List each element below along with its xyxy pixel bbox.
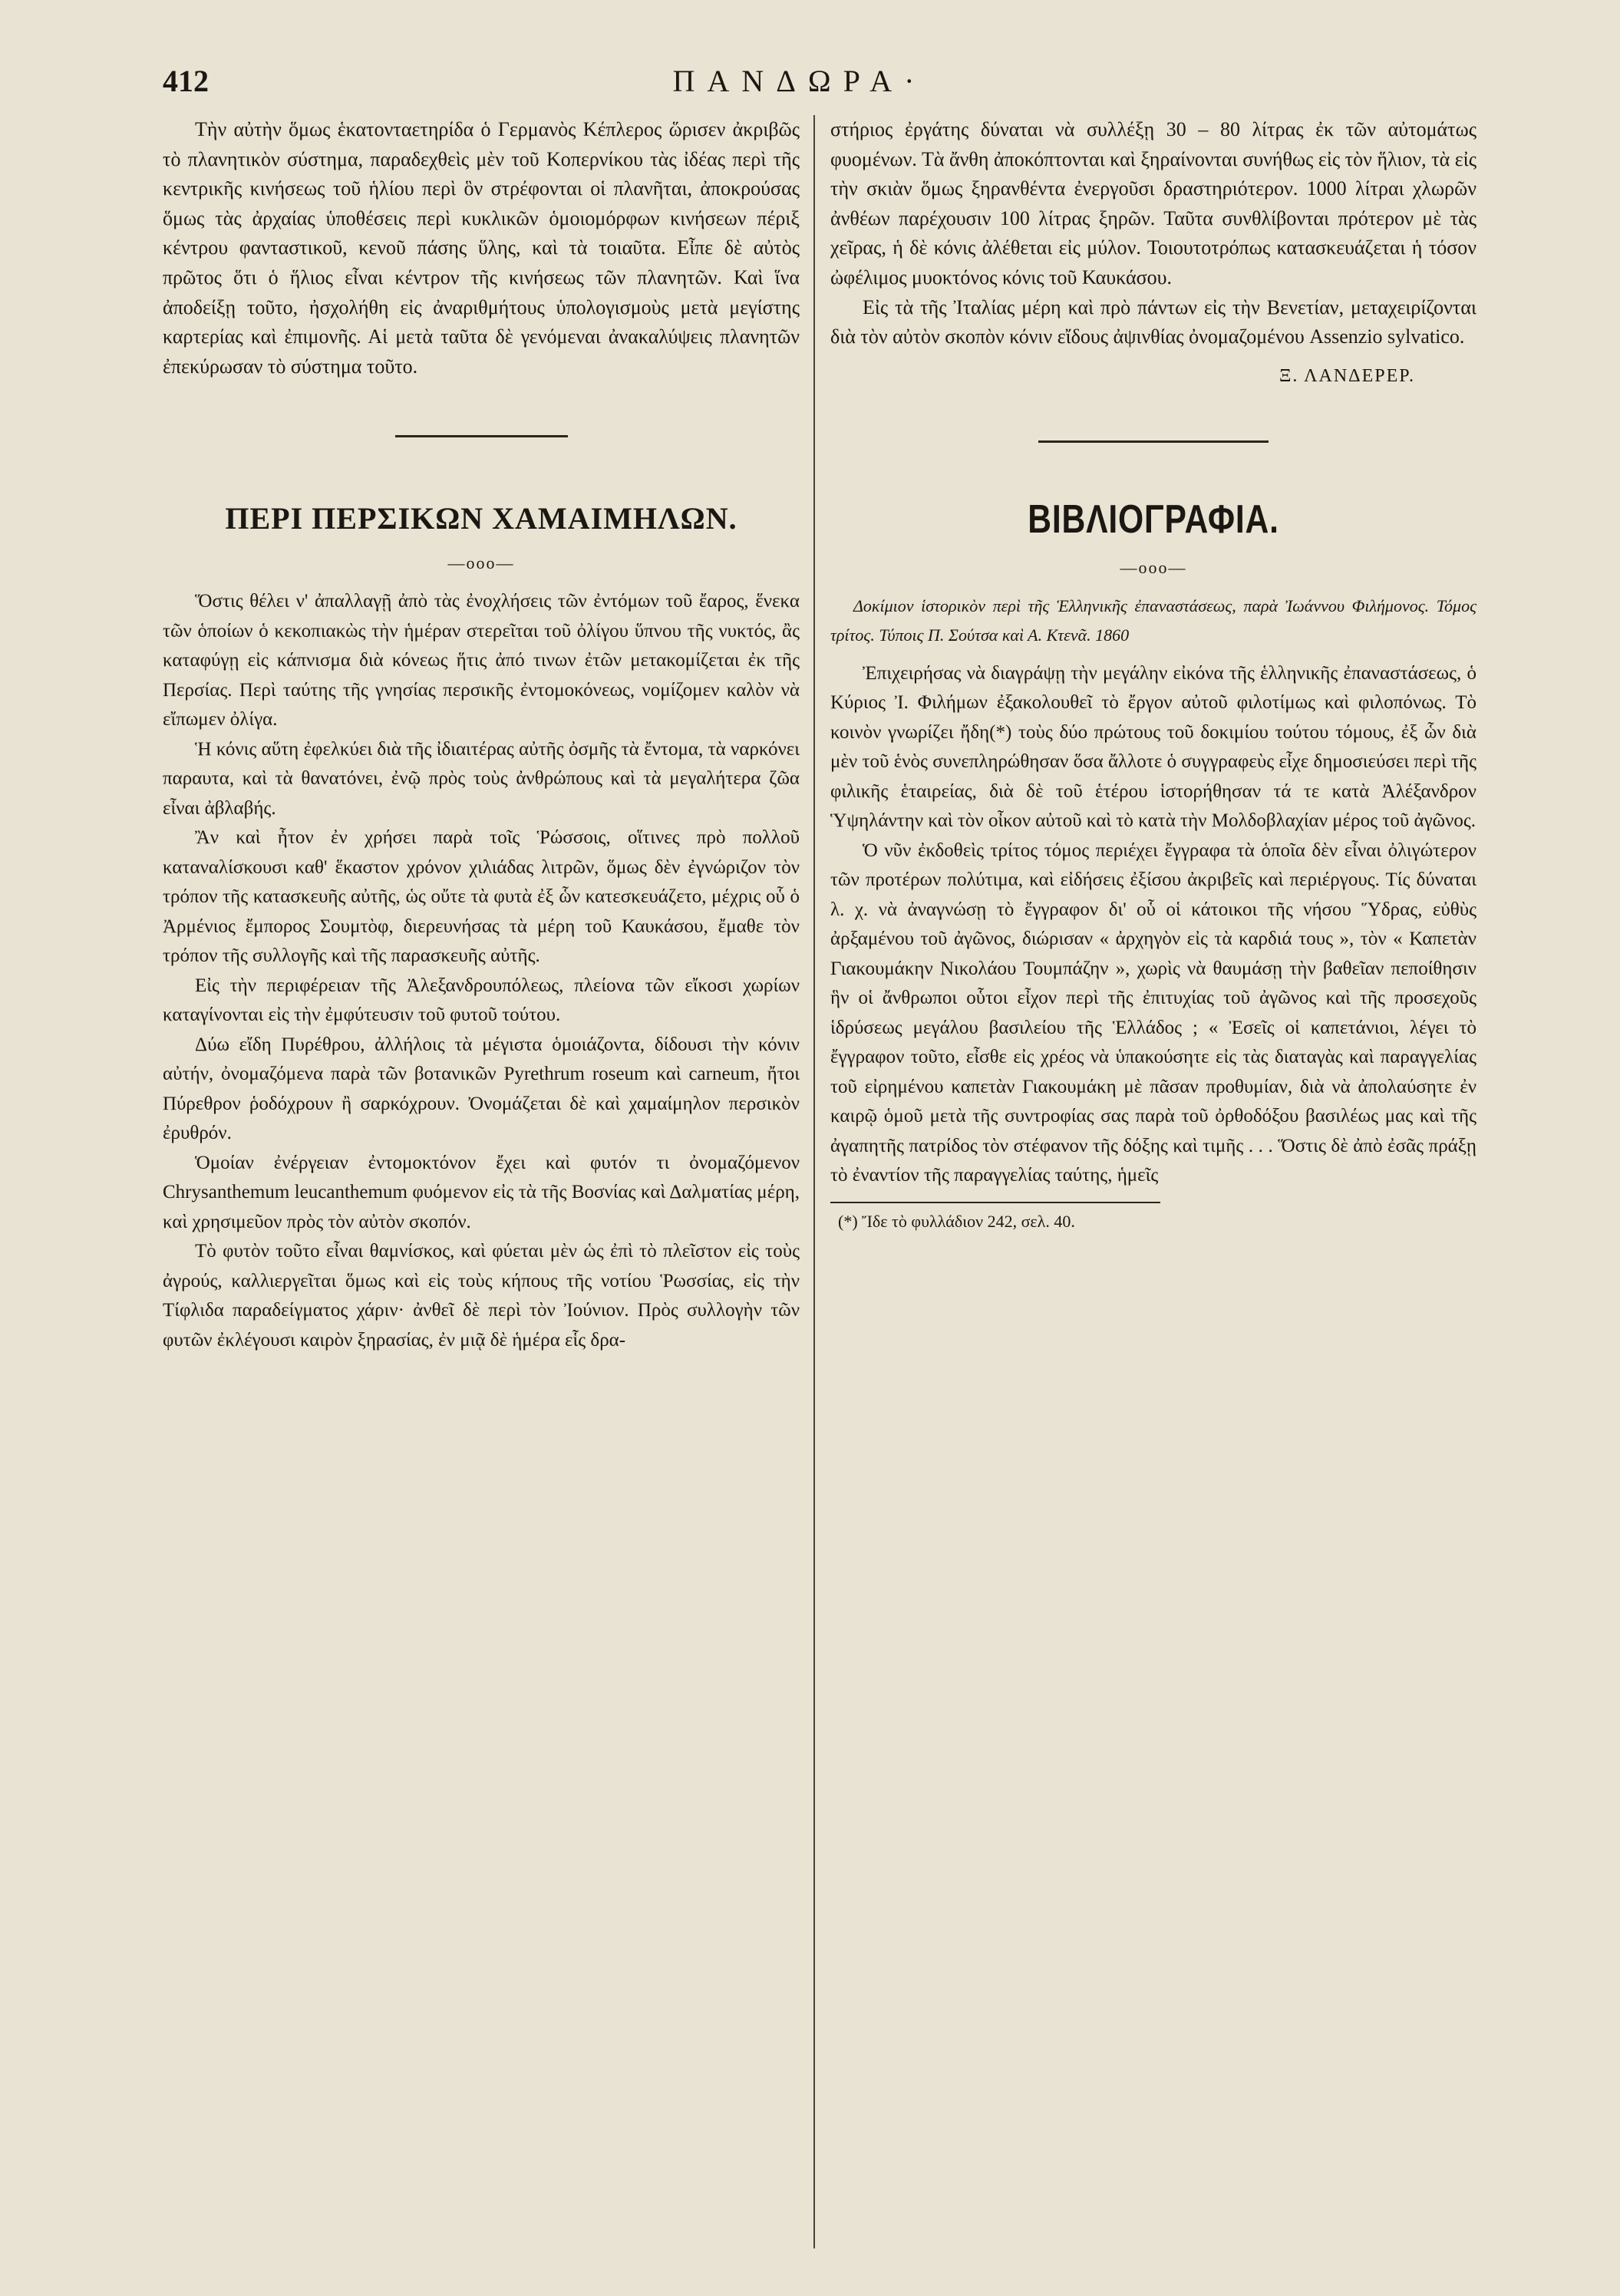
bibliographic-entry: Δοκίμιον ἱστορικὸν περὶ τῆς Ἑλληνικῆς ἐπαναστάσεως, παρὰ Ἰωάννου Φιλήμονος. Τόμος τρίτος. Τύποις Π. Σούτσα καὶ Α. Κτενᾶ. 1860 — [830, 595, 1476, 645]
page-header — [163, 63, 1437, 109]
review-paragraph: Ἐπιχειρήσας νὰ διαγράψῃ τὴν μεγάλην εἰκόνα τῆς ἑλληνικῆς ἐπαναστάσεως, ὁ Κύριος Ἰ. Φιλήμων ἐξακολουθεῖ τὸ ἔργον αὐτοῦ φιλοτίμως καὶ φιλοπόνως. Τὸ κοινὸν γνωρίζει ἤδη(*) τοὺς δύο πρώτους τοῦ δοκιμίου τούτου τόμους, ἐξ ὧν διὰ μὲν τοῦ ἑνὸς συνεπληρώθησαν ὅσα ἄλλοτε ὁ συγγραφεὺς εἶχε δημοσιεύσει περὶ τῆς φιλικῆς ἑταιρείας, διὰ δὲ τοῦ ἑτέρου ἱστορήθησαν τά τε κατὰ Ἀλέξανδρον Ὑψηλάντην καὶ τὸν οἶκον αὐτοῦ καὶ τὸ κατὰ τὴν Μολδοβλαχίαν μέρος τοῦ ἀγῶνος. — [830, 662, 1476, 832]
article-paragraph: Εἰς τὴν περιφέρειαν τῆς Ἀλεξανδρουπόλεως, πλείονα τῶν εἴκοσι χωρίων καταγίνονται εἰς τὴν ἐμφύτευσιν τοῦ φυτοῦ τούτου. — [163, 975, 800, 1026]
column-divider — [813, 115, 815, 2248]
bibliography-ornament: —ooo— — [1120, 557, 1187, 577]
article-paragraph: Ἂν καὶ ἦτον ἐν χρήσει παρὰ τοῖς Ῥώσσοις, οἵτινες πρὸ πολλοῦ καταναλίσκουσι καθ' ἕκαστον χρόνον χιλιάδας λιτρῶν, ὅμως δὲν ἐγνώριζον τὸν τρόπον τῆς κατασκευῆς αὐτῆς, ὡς οὔτε τὰ φυτὰ ἐξ ὧν κατεσκευάζετο, μέχρις οὗ ὁ Ἀρμένιος ἔμπορος Σουμτὸφ, διερευνήσας τὰ μέρη τοῦ Καυκάσου, ἔμαθε τὸν τρόπον τῆς συλλογῆς καὶ τῆς παρασκευῆς αὐτῆς. — [163, 827, 800, 967]
review-paragraph: Ὁ νῦν ἐκδοθεὶς τρίτος τόμος περιέχει ἔγγραφα τὰ ὁποῖα δὲν εἶναι ὀλιγώτερον τῶν προτέρων πολύτιμα, καὶ εἰδήσεις ἐξίσου ἀκριβεῖς καὶ περιέργους. Τίς δύναται λ. χ. νὰ ἀναγνώσῃ τὸ ἔγγραφον δι' οὗ οἱ κάτοικοι τῆς νήσου Ὕδρας, εὐθὺς ἀρξαμένου τοῦ ἀγῶνος, διώρισαν « ἀρχηγὸν εἰς τὰ καρδιά τους », τὸν « Καπετὰν Γιακουμάκην Νικολάου Τουμπάζην », χωρὶς νὰ θαυμάσῃ τὴν βαθεῖαν πεποίθησιν ἣν οἱ ἄνθρωποι οὗτοι εἶχον περὶ τῆς ἐπιτυχίας τοῦ ἀγῶνος καὶ τῆς προσεχοῦς ἱδρύσεως μεγάλου βασιλείου τῆς Ἑλλάδος ; « Ἐσεῖς οἱ καπετάνιοι, λέγει τὸ ἔγγραφον τοῦτο, εἶσθε εἰς χρέος νὰ ὑπακούσητε εἰς τὰς διαταγὰς καὶ παραγγελίας τοῦ εἰρημένου καπετὰν Γιακουμάκη μὲ πᾶσαν προθυμίαν, διὰ νὰ ἀπολαύσητε ἐν καιρῷ ὁμοῦ μετὰ τῆς συντροφίας σας παρὰ τοῦ ὀρθοδόξου βασιλέως μας καὶ τῆς ἀγαπητῆς πατρίδος τὸν στέφανον τῆς δόξης καὶ τιμῆς . . . Ὅστις δὲ ἀπὸ ἐσᾶς πράξῃ τὸ ἐναντίον τῆς παραγγελίας ταύτης, ἡμεῖς — [830, 840, 1476, 1186]
page-number: 412 — [163, 64, 209, 98]
bibliography-title: ΒΙΒΛΙΟΓΡΑΦΙΑ. — [1028, 496, 1279, 542]
italy-paragraph: Εἰς τὰ τῆς Ἰταλίας μέρη καὶ πρὸ πάντων εἰς τὴν Βενετίαν, μεταχειρίζονται διὰ τὸν αὐτὸν σκοπὸν κόνιν εἴδους ἀψινθίας ὀνομαζομένου Assenzio sylvatico. — [830, 295, 1476, 348]
article-paragraph: Δύω εἴδη Πυρέθρου, ἀλλήλοις τὰ μέγιστα ὁμοιάζοντα, δίδουσι τὴν κόνιν αὐτήν, ὀνομαζόμενα παρὰ τῶν βοτανικῶν Pyrethrum roseum καὶ carneum, ἤτοι Πύρεθρον ῥοδόχρουν ἢ σαρκόχρουν. Ὀνομάζεται δὲ καὶ χαμαίμηλον περσικὸν ἐρυθρόν. — [163, 1034, 800, 1144]
continuation-paragraph: στήριος ἐργάτης δύναται νὰ συλλέξῃ 30 – 80 λίτρας ἐκ τῶν αὐτομάτως φυομένων. Τὰ ἄνθη ἀποκόπτονται καὶ ξηραίνονται συνήθως εἰς τὸν ἥλιον, τὰ εἰς τὴν σκιὰν ὅμως ξηρανθέντα ἐνεργοῦσι δραστηριότερον. 1000 λίτραι χλωρῶν ἀνθέων παρέχουσιν 100 λίτρας ξηρῶν. Ταῦτα συνθλίβονται πρότερον μὲ τὰς χεῖρας, ἡ δὲ κόνις ἀλέθεται εἰς μύλον. Τοιουτοτρόπως κατασκευάζεται ἡ τόσον ὠφέλιμος μυοκτόνος κόνις τοῦ Καυκάσου. — [830, 118, 1476, 289]
author-signature: Ξ. ΛΑΝΔΕΡΕΡ. — [1279, 365, 1415, 386]
article-paragraph: Ἡ κόνις αὕτη ἐφελκύει διὰ τῆς ἰδιαιτέρας αὐτῆς ὀσμῆς τὰ ἔντομα, τὰ ναρκόνει παραυτα, καὶ τὰ θανατόνει, ἐνῷ πρὸς τοὺς ἀνθρώπους καὶ τὰ μεγαλήτερα ζῶα εἶναι ἀβλαβής. — [163, 738, 800, 819]
kepler-paragraph: Τὴν αὐτὴν ὅμως ἑκατονταετηρίδα ὁ Γερμανὸς Κέπλερος ὥρισεν ἀκριβῶς τὸ πλανητικὸν σύστημα, παραδεχθεὶς μὲν τοῦ Κοπερνίκου τὰς ἰδέας περὶ τῆς κεντρικῆς κινήσεως τοῦ ἡλίου περὶ ὃν στρέφονται οἱ πλανῆται, ἀποκρούσας ὅμως τὰς ἀρχαίας ὑποθέσεις περὶ κυκλικῶν ὁμοιομόρφων κινήσεων πέριξ κέντρου φανταστικοῦ, κενοῦ πάσης ὕλης, καὶ τὰ τοιαῦτα. Εἶπε δὲ αὐτὸς πρῶτος ὅτι ὁ ἥλιος εἶναι κέντρον τῆς κινήσεως τῶν πλανητῶν. Καὶ ἵνα ἀποδείξῃ τοῦτο, ἠσχολήθη εἰς ἀναριθμήτους ὑπολογισμοὺς μετὰ μεγίστης καρτερίας καὶ ἐπιμονῆς. Αἱ μετὰ ταῦτα δὲ γενόμεναι ἀνακαλύψεις πλανητῶν ἐπεκύρωσαν τὸ σύστημα τοῦτο. — [163, 118, 800, 378]
running-title: ΠΑΝΔΩΡΑ· — [672, 64, 927, 98]
article-paragraph: Ὅστις θέλει ν' ἀπαλλαγῇ ἀπὸ τὰς ἐνοχλήσεις τῶν ἐντόμων τοῦ ἔαρος, ἕνεκα τῶν ὁποίων ὁ κεκοπιακὼς τὴν ἡμέραν στερεῖται τοῦ ὀλίγου ὕπνου τῆς νυκτός, ἂς καταφύγῃ εἰς κάπνισμα διὰ κόνεως ἥτις ἀπό τινων ἐτῶν μετακομίζεται ἐκ τῆς Περσίας. Περὶ ταύτης τῆς γνησίας περσικῆς ἐντομοκόνεως, νομίζομεν καλὸν νὰ εἴπωμεν ὀλίγα. — [163, 591, 800, 731]
right-column — [830, 115, 1476, 1234]
review-body — [830, 659, 1476, 1191]
article-paragraph: Ὁμοίαν ἐνέργειαν ἐντομοκτόνον ἔχει καὶ φυτόν τι ὀνομαζόμενον Chrysanthemum leucanthemum φυόμενον εἰς τὰ τῆς Βοσνίας καὶ Δαλματίας μέρη, καὶ χρησιμεῦον πρὸς τὸν αὐτὸν σκοπόν. — [163, 1152, 800, 1232]
left-column — [163, 115, 800, 1355]
article-body — [163, 587, 800, 1355]
article-paragraph: Τὸ φυτὸν τοῦτο εἶναι θαμνίσκος, καὶ φύεται μὲν ὡς ἐπὶ τὸ πλεῖστον εἰς τοὺς ἀγρούς, καλλιεργεῖται ὅμως καὶ εἰς τοὺς κήπους τῆς νοτίου Ῥωσσίας, εἰς τὴν Τίφλιδα παραδείγματος χάριν· ἀνθεῖ δὲ περὶ τὸν Ἰούνιον. Πρὸς συλλογὴν τῶν φυτῶν ἐκλέγουσι καιρὸν ξηρασίας, ἐν μιᾷ δὲ ἡμέρα εἷς δρα- — [163, 1241, 800, 1351]
article-title: ΠΕΡΙ ΠΕΡΣΙΚΩΝ ΧΑΜΑΙΜΗΛΩΝ. — [225, 501, 737, 536]
footnote: (*) Ἴδε τὸ φυλλάδιον 242, σελ. 40. — [838, 1211, 1075, 1231]
article-ornament: —ooo— — [447, 553, 515, 573]
